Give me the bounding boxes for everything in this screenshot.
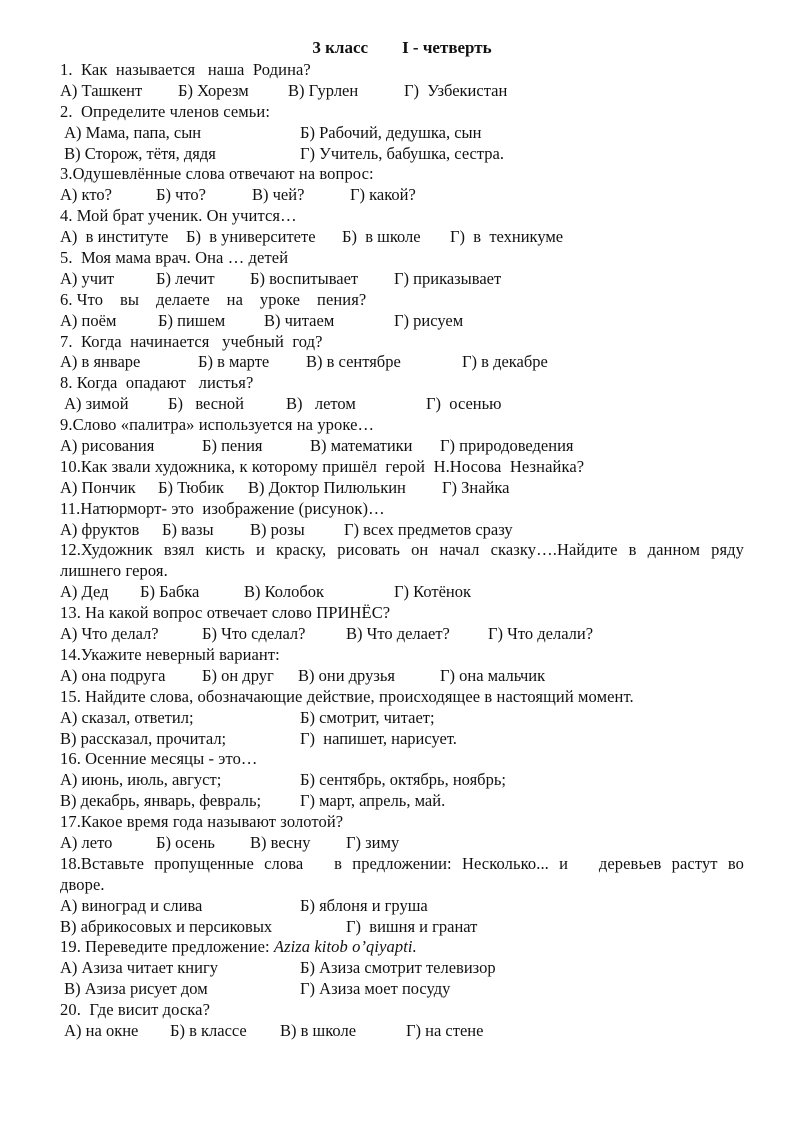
question-19-text: 19. Переведите предложение: (60, 937, 274, 957)
test-sheet (60, 36, 744, 1042)
question-16: 16. Осенние месяцы - это… (60, 749, 258, 769)
option-c: В) декабрь, январь, февраль; (60, 791, 262, 811)
question-20: 20. Где висит доска? (60, 1000, 211, 1020)
option-b: Б) в марте (198, 352, 270, 372)
option-b: Б) Тюбик (158, 477, 224, 497)
option-d: Г) март, апрель, май. (300, 791, 446, 811)
option-b: Б) лечит (156, 268, 215, 288)
option-a: А) зимой (60, 394, 129, 414)
option-d: Г) всех предметов сразу (344, 519, 513, 539)
option-b: Б) он друг (202, 665, 274, 685)
option-c: В) Сторож, тётя, дядя (60, 143, 216, 163)
options-8 (60, 394, 744, 415)
option-c: В) розы (250, 519, 305, 539)
option-c: В) математики (310, 436, 413, 456)
options-1 (60, 81, 744, 102)
question-9: 9.Слово «палитра» используется на уроке… (60, 415, 375, 435)
option-b: Б) пишем (158, 310, 226, 330)
option-c: В) Азиза рисует дом (60, 979, 208, 999)
options-10 (60, 478, 744, 499)
option-d: Г) рисуем (394, 310, 464, 330)
option-c: В) в сентябре (306, 352, 401, 372)
option-c: В) Доктор Пилюлькин (248, 477, 406, 497)
option-a: А) на окне (60, 1020, 139, 1040)
option-c: Б) воспитывает (250, 268, 359, 288)
option-a: А) виноград и слива (60, 895, 203, 915)
question-2: 2. Определите членов семьи: (60, 101, 271, 121)
option-c: В) чей? (252, 185, 305, 205)
option-a: А) поём (60, 310, 117, 330)
option-c: В) рассказал, прочитал; (60, 728, 227, 748)
option-d: Г) Азиза моет посуду (300, 979, 451, 999)
options-20 (60, 1021, 744, 1042)
option-a: А) рисования (60, 436, 155, 456)
option-d: Г) зиму (346, 832, 400, 852)
option-b: Б) в университете (186, 227, 316, 247)
options-16a (60, 770, 744, 791)
question-13: 13. На какой вопрос отвечает слово ПРИНЁС? (60, 603, 391, 623)
option-a: А) Азиза читает книгу (60, 958, 218, 978)
options-5 (60, 269, 744, 290)
option-c: В) в школе (280, 1020, 357, 1040)
option-b: Б) осень (156, 832, 215, 852)
option-a: А) Ташкент (60, 80, 143, 100)
quarter-label: I - четверть (402, 38, 492, 57)
question-6: 6. Что вы делаете на уроке пения? (60, 289, 367, 309)
question-12: 12.Художник взял кисть и краску, рисовать он начал сказку….Найдите в данном ряду (60, 540, 744, 560)
option-a: А) Что делал? (60, 624, 159, 644)
grade-label: 3 класс (312, 38, 369, 57)
question-10: 10.Как звали художника, к которому пришёл герой Н.Носова Незнайка? (60, 456, 585, 476)
option-b: Б) пения (202, 436, 263, 456)
options-6 (60, 311, 744, 332)
option-a: А) Пончик (60, 477, 136, 497)
option-b: Б) яблоня и груша (300, 895, 428, 915)
option-d: Г) Узбекистан (404, 80, 508, 100)
option-a: А) учит (60, 268, 115, 288)
option-d: Г) Учитель, бабушка, сестра. (300, 143, 504, 163)
options-13 (60, 624, 744, 645)
question-19 (60, 937, 744, 958)
option-b: Б) Бабка (140, 582, 200, 602)
options-19a (60, 958, 744, 979)
option-c: В) летом (286, 394, 356, 414)
option-d: Г) осенью (426, 394, 502, 414)
option-c: В) читаем (264, 310, 335, 330)
option-d: Г) она мальчик (440, 665, 546, 685)
question-12-cont: лишнего героя. (60, 561, 168, 581)
question-18-cont: дворе. (60, 874, 105, 894)
options-12 (60, 582, 744, 603)
options-2b (60, 144, 744, 165)
option-c: В) Колобок (244, 582, 324, 602)
option-b: Б) что? (156, 185, 206, 205)
option-c: В) Гурлен (288, 80, 359, 100)
question-3: 3.Одушевлённые слова отвечают на вопрос: (60, 164, 374, 184)
option-d: Г) напишет, нарисует. (300, 728, 457, 748)
option-b: Б) смотрит, читает; (300, 707, 435, 727)
question-11: 11.Натюрморт- это изображение (рисунок)… (60, 498, 385, 518)
options-4 (60, 227, 744, 248)
question-15: 15. Найдите слова, обозначающие действие, происходящее в настоящий момент. (60, 686, 634, 706)
question-7: 7. Когда начинается учебный год? (60, 331, 323, 351)
option-d: Г) в декабре (462, 352, 548, 372)
options-16b (60, 791, 744, 812)
option-b: Б) в классе (170, 1020, 247, 1040)
question-17: 17.Какое время года называют золотой? (60, 812, 344, 832)
option-b: Б) Азиза смотрит телевизор (300, 958, 496, 978)
page-title (60, 36, 744, 60)
options-3 (60, 185, 744, 206)
option-a: А) Мама, папа, сын (60, 122, 202, 142)
option-a: А) лето (60, 832, 113, 852)
option-c: В) весну (250, 832, 311, 852)
option-a: А) фруктов (60, 519, 140, 539)
option-d: Г) на стене (406, 1020, 484, 1040)
option-a: А) кто? (60, 185, 112, 205)
option-d: Г) приказывает (394, 268, 502, 288)
option-a: А) она подруга (60, 665, 166, 685)
option-a: А) Дед (60, 582, 109, 602)
option-a: А) сказал, ответил; (60, 707, 194, 727)
options-18a (60, 896, 744, 917)
options-14 (60, 666, 744, 687)
option-d: Г) в техникуме (450, 227, 564, 247)
options-9 (60, 436, 744, 457)
question-4: 4. Мой брат ученик. Он учится… (60, 206, 297, 226)
options-2a (60, 123, 744, 144)
uzbek-sentence: Aziza kitob o’qiyapti. (273, 937, 417, 957)
option-a: А) в институте (60, 227, 169, 247)
question-1: 1. Как называется наша Родина? (60, 60, 311, 79)
question-8: 8. Когда опадают листья? (60, 373, 254, 393)
options-15b (60, 729, 744, 750)
option-b: Б) сентябрь, октябрь, ноябрь; (300, 770, 506, 790)
option-d: Г) какой? (350, 185, 416, 205)
option-b: Б) Рабочий, дедушка, сын (300, 122, 482, 142)
option-a: А) в январе (60, 352, 141, 372)
options-15a (60, 708, 744, 729)
option-d: Г) природоведения (440, 436, 574, 456)
option-b: Б) Хорезм (178, 80, 249, 100)
options-19b (60, 979, 744, 1000)
option-d: Г) Знайка (442, 477, 510, 497)
option-b: Б) весной (168, 394, 245, 414)
option-d: Г) Что делали? (488, 624, 594, 644)
option-c: В) они друзья (298, 665, 395, 685)
option-d: Г) вишня и гранат (346, 916, 478, 936)
option-b: Б) Что сделал? (202, 624, 306, 644)
option-c: В) абрикосовых и персиковых (60, 916, 273, 936)
option-d: Г) Котёнок (394, 582, 472, 602)
option-b: Б) вазы (162, 519, 214, 539)
option-c: Б) в школе (342, 227, 421, 247)
question-14: 14.Укажите неверный вариант: (60, 644, 280, 664)
options-7 (60, 352, 744, 373)
question-18: 18.Вставьте пропущенные слова в предложении: Несколько... и деревьев растут во (60, 853, 744, 873)
options-11 (60, 520, 744, 541)
option-c: В) Что делает? (346, 624, 450, 644)
option-a: А) июнь, июль, август; (60, 770, 222, 790)
question-5: 5. Моя мама врач. Она … детей (60, 248, 289, 268)
options-18b (60, 917, 744, 938)
options-17 (60, 833, 744, 854)
